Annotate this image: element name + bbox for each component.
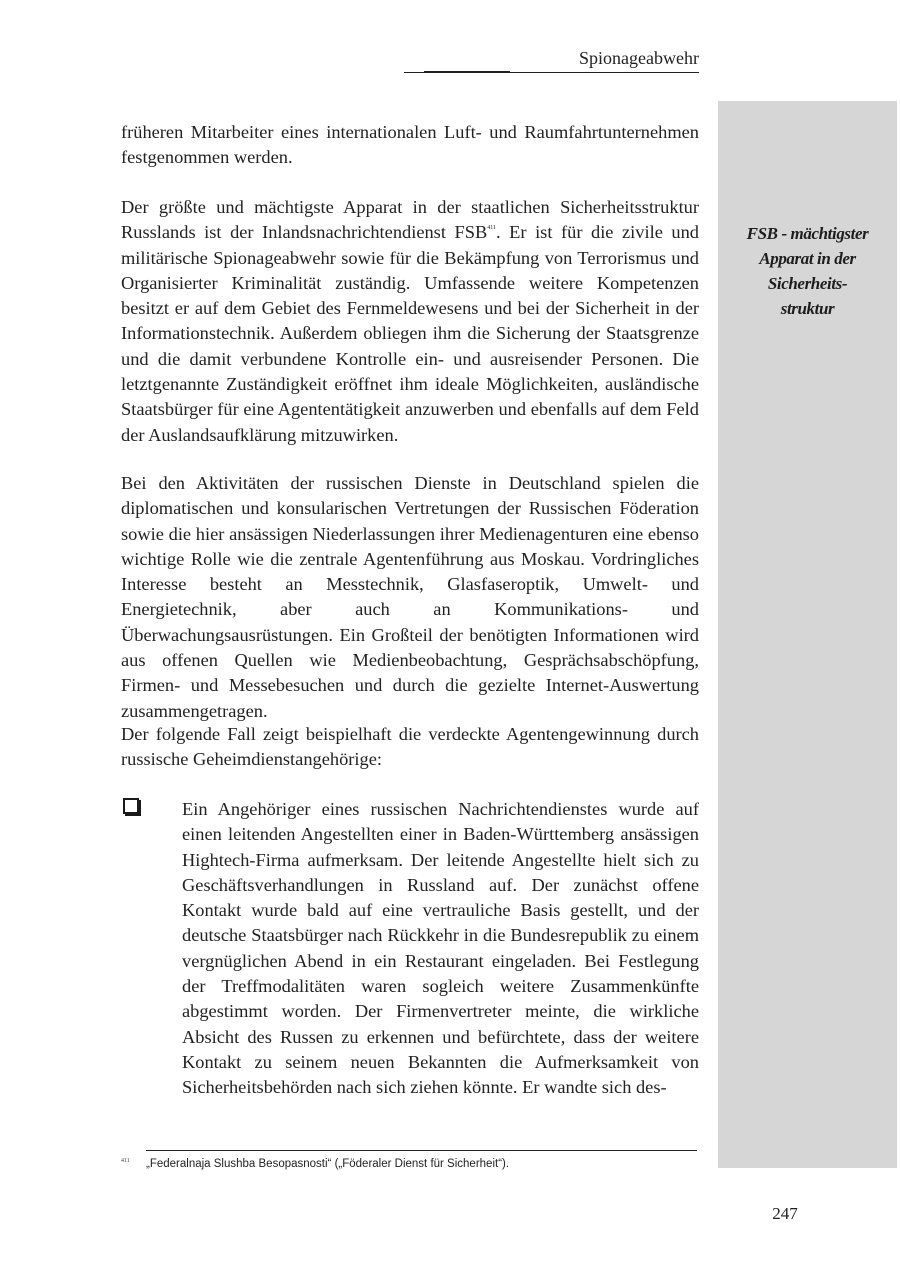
paragraph-3: Bei den Aktivitäten der russischen Dienste in Deutschland spielen die diplomatischen und konsularischen Vertretungen der Russischen Föderation sowie die hier ansässigen Niederlassungen ihrer Medienagenturen eine ebenso wichtige Rolle wie die zentrale Agentenführung aus Moskau. Vordringliches Interesse besteht an Messtechnik, Glasfaseroptik, Umwelt- und Energietechnik, aber auch an Kommunikations- und Überwachungsausrüstungen. Ein Großteil der benötigten Informationen wird aus offenen Quellen wie Medienbeobachtung, Gesprächsabschöpfung, Firmen- und Messebesuchen und durch die gezielte Internet-Auswertung zusammengetragen. bbox=[121, 473, 699, 721]
margin-note bbox=[718, 221, 897, 321]
page-number: 247 bbox=[772, 1204, 798, 1223]
running-head: Spionageabwehr bbox=[579, 48, 699, 68]
footnote-reference: 411 bbox=[487, 225, 497, 232]
header-rule-accent bbox=[424, 71, 510, 73]
footnote-rule bbox=[146, 1150, 697, 1151]
paragraph-4: Der folgende Fall zeigt beispielhaft die verdeckte Agentengewinnung durch russische Geheimdienstangehörige: bbox=[121, 724, 699, 770]
paragraph-1: früheren Mitarbeiter eines internationalen Luft- und Raumfahrtunternehmen festgenommen werden. bbox=[121, 122, 699, 168]
paragraph-2-text-cont: . Er ist für die zivile und militärische Spionageabwehr sowie für die Bekämpfung von Terrorismus und Organisierter Kriminalität zuständig. Umfassende weitere Kompetenzen besitzt er auf dem Gebiet des Fernmeldewesens und bei der Sicherheit in der Informationstechnik. Außerdem obliegen ihm die Sicherung der Staatsgrenze und die damit verbundene Kontrolle ein- und ausreisender Personen. Die letztgenannte Zuständigkeit eröffnet ihm ideale Möglichkeiten, ausländische Staatsbürger für eine Agententätigkeit anzuwerben und ebenfalls auf dem Feld der Auslandsaufklärung mitzuwirken. bbox=[121, 222, 699, 445]
footnote-text: „Federalnaja Slushba Besopasnosti“ („Föderaler Dienst für Sicherheit“). bbox=[146, 1158, 510, 1170]
paragraph-2-text: Der größte und mächtigste Apparat in der staatlichen Sicherheitsstruktur Russlands ist der Inlandsnachrichtendienst FSB bbox=[121, 197, 699, 243]
bullet-case-text: Ein Angehöriger eines russischen Nachrichtendienstes wurde auf einen leitenden Angestellten einer in Baden-Württemberg ansässigen Hightech-Firma aufmerksam. Der leitende Angestellte hielt sich zu Geschäftsverhandlungen in Russland auf. Der zunächst offene Kontakt wurde bald auf eine vertrauliche Basis gestellt, und der deutsche Staatsbürger nach Rückkehr in die Bundesrepublik zu einem vergnüglichen Abend in ein Restaurant eingeladen. Bei Festlegung der Treffmodalitäten waren sogleich weitere Zusammenkünfte abgestimmt worden. Der Firmenvertreter meinte, die wirkliche Absicht des Russen zu erkennen und befürchtete, dass der weitere Kontakt zu seinem neuen Bekannten die Aufmerksamkeit von Sicherheitsbehörden nach sich ziehen könnte. Er wandte sich des- bbox=[182, 799, 699, 1098]
margin-note-line: struktur bbox=[780, 299, 835, 318]
margin-note-line: FSB - mächtigster bbox=[746, 224, 869, 243]
margin-note-line: Sicherheits- bbox=[767, 274, 848, 293]
checkbox-bullet-icon bbox=[123, 798, 139, 814]
margin-note-line: Apparat in der bbox=[759, 249, 856, 268]
paragraph-2 bbox=[121, 195, 699, 448]
footnote-number: 411 bbox=[121, 1158, 130, 1164]
